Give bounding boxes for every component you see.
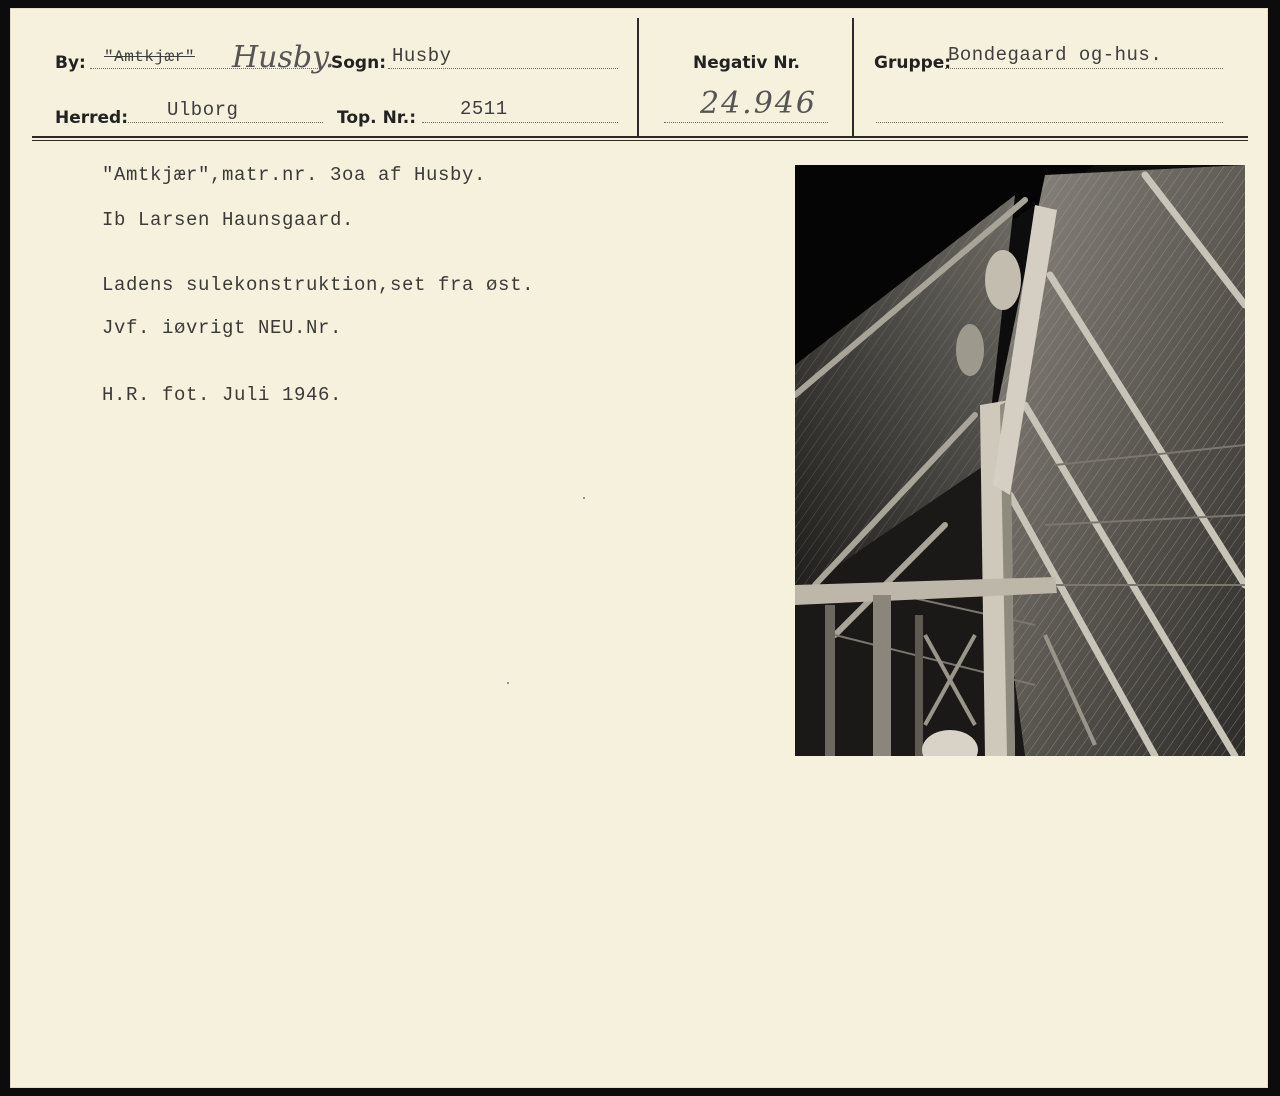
header-divider-2 bbox=[852, 18, 854, 136]
gruppe-value: Bondegaard og-hus. bbox=[948, 44, 1163, 66]
header-rule-bottom bbox=[32, 140, 1248, 141]
body-line-1: "Amtkjær",matr.nr. 3oa af Husby. bbox=[102, 164, 487, 186]
body-line-5: H.R. fot. Juli 1946. bbox=[102, 384, 343, 406]
header-rule-top bbox=[32, 136, 1248, 138]
by-struck-value: "Amtkjær" bbox=[104, 48, 195, 66]
body-line-3: Ladens sulekonstruktion,set fra øst. bbox=[102, 274, 535, 296]
body-line-2: Ib Larsen Haunsgaard. bbox=[102, 209, 355, 231]
herred-value: Ulborg bbox=[167, 99, 239, 121]
top-nr-value: 2511 bbox=[460, 98, 508, 120]
herred-label: Herred: bbox=[55, 108, 129, 128]
gruppe-label: Gruppe: bbox=[874, 53, 952, 73]
top-nr-dotted-line bbox=[422, 122, 618, 123]
negativ-label: Negativ Nr. bbox=[693, 53, 800, 73]
paper-speck bbox=[507, 682, 509, 684]
paper-speck bbox=[583, 497, 585, 499]
top-nr-label: Top. Nr.: bbox=[337, 108, 417, 128]
negativ-value: 24.946 bbox=[700, 86, 817, 121]
sogn-label: Sogn: bbox=[331, 53, 386, 73]
barn-roof-photo bbox=[795, 165, 1245, 756]
gruppe-dotted-line bbox=[945, 68, 1223, 69]
herred-dotted-line bbox=[128, 122, 323, 123]
archive-card bbox=[10, 8, 1268, 1088]
sogn-dotted-line bbox=[388, 68, 618, 69]
roof-construction-illustration bbox=[795, 165, 1245, 756]
by-label: By: bbox=[55, 53, 86, 73]
gruppe-second-dotted-line bbox=[876, 122, 1223, 123]
body-line-4: Jvf. iøvrigt NEU.Nr. bbox=[102, 317, 343, 339]
by-handwritten-value: Husby. bbox=[232, 40, 335, 75]
header-divider-1 bbox=[637, 18, 639, 136]
negativ-dotted-line bbox=[664, 122, 828, 123]
sogn-value: Husby bbox=[392, 45, 452, 67]
